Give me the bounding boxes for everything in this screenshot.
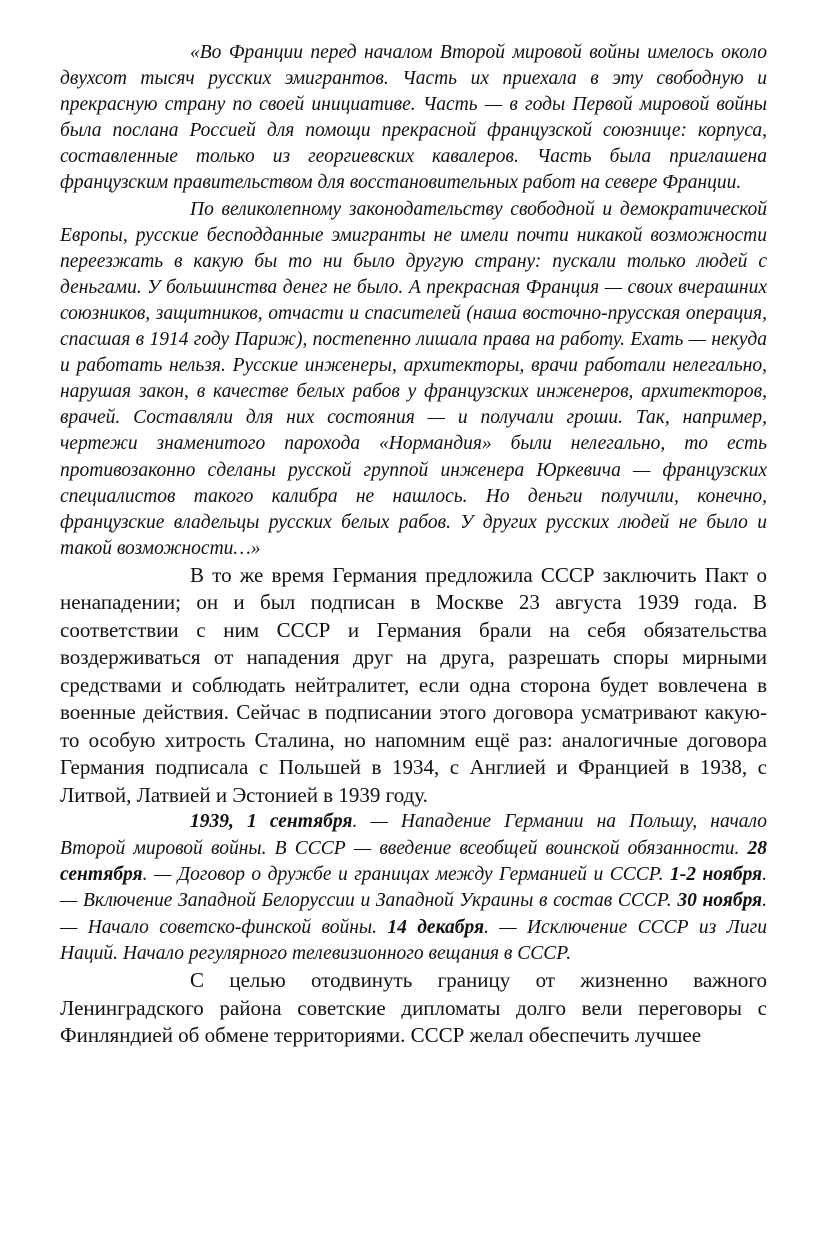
chronology-text: . — Нападение Германии на Польшу, начало Второй мировой войны. В СССР — введение всеобщей воинской обязанности. <box>60 811 767 859</box>
chronology-date: 14 декабря <box>387 916 484 938</box>
chronology-date: 1-2 ноября <box>670 863 763 885</box>
chronology-text: . — Исключение СССР из Лиги Наций. Начало регулярного телевизионного вещания в СССР. <box>60 916 767 964</box>
chronology-date: 30 ноября <box>677 890 763 912</box>
body-paragraph-pact: В то же время Германия предложила СССР заключить Пакт о ненападении; он и был подписан в Москве 23 августа 1939 года. В соответствии с ним СССР и Германия брали на себя обязательства воздерживаться от нападения друг на друга, разрешать споры мирными средствами и соблюдать нейтралитет, если одна сторона будет вовлечена в военные действия. Сейчас в подписании этого договора усматривают какую-то особую хитрость Сталина, но напомним ещё раз: аналогичные договора Германия подписала с Польшей в 1934, с Англией и Францией в 1938, с Литвой, Латвией и Эстонией в 1939 году. <box>60 562 767 807</box>
quote-paragraph-1: «Во Франции перед началом Второй мировой войны имелось около двухсот тысяч русских эмигрантов. Часть их приехала в эту свободную и прекрасную страну по своей инициативе. Часть — в годы Первой мировой войны была послана Россией для помощи прекрасной французской союзнице: корпуса, составленные только из георгиевских кавалеров. Часть была приглашена французским правительством для восстановительных работ на севере Франции. <box>60 42 767 194</box>
chronology-date: 1939, 1 сентября <box>190 811 353 833</box>
chronology-text: . — Договор о дружбе и границах между Германией и СССР. <box>142 863 671 885</box>
chronology-text: . — Включение Западной Белоруссии и Западной Украины в состав СССР. <box>60 863 767 912</box>
chronology-date: 28 сентября <box>60 837 767 885</box>
quote-paragraph-2: По великолепному законодательству свободной и демократической Европы, русские бесподданные эмигранты не имели почти никакой возможности переезжать в какую бы то ни было другую страну: пускали только людей с деньгами. У большинства денег не было. А прекрасная Франция — своих вчерашних союзников, защитников, отчасти и спасителей (наша восточно-прусская операция, спасшая в 1914 году Париж), постепенно лишала права на работу. Ехать — некуда и работать нельзя. Русские инженеры, архитекторы, врачи работали нелегально, нарушая закон, в качестве белых рабов у французских инженеров, архитекторов, врачей. Составляли для них состояния — и получали гроши. Так, например, чертежи знаменитого парохода «Нормандия» были нелегально, то есть противозаконно сделаны русской группой инженера Юркевича — французских специалистов такого калибра не нашлось. Но деньги получили, конечно, французские владельцы русских белых рабов. У других русских людей не было и такой возможности…» <box>60 198 767 559</box>
body-paragraph-finland: С целью отодвинуть границу от жизненно важного Ленинградского района советские дипломаты долго вели переговоры с Финляндией об обмене территориями. СССР желал обеспечить лучшее <box>60 968 767 1048</box>
chronology-text: . — Начало советско-финской войны. <box>60 890 767 938</box>
chronology-paragraph <box>60 809 767 967</box>
